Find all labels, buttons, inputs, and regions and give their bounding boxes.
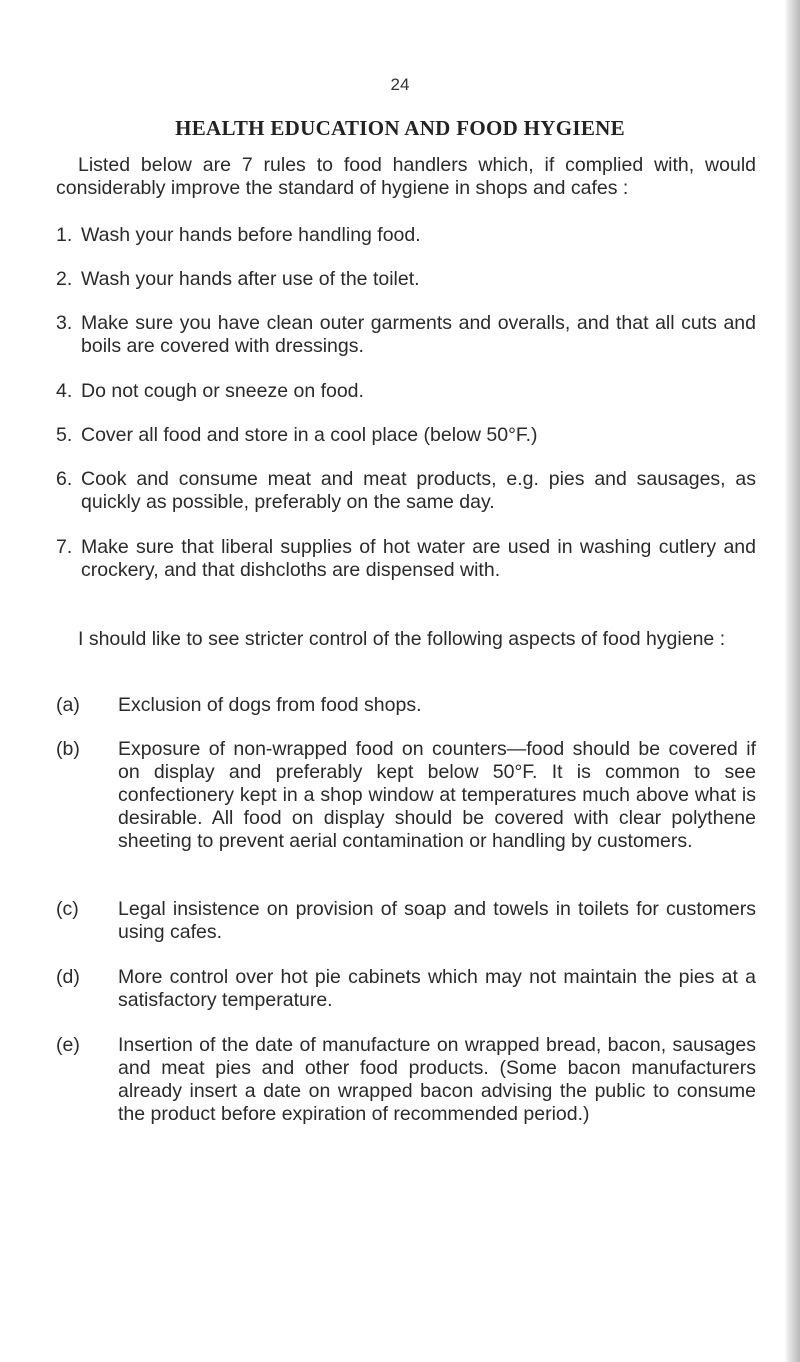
rule-text: Wash your hands before handling food. [81,224,421,246]
aspect-text: Insertion of the date of manufacture on wrapped bread, bacon, sausages and meat pies and other food products. (Some bacon manufacturers already insert a date on wrapped bacon advising the public to consume the product before expiration of recommended period.) [118,1034,756,1125]
rule-text: Cover all food and store in a cool place (below 50°F.) [81,424,538,446]
aspect-letter: (b) [56,738,80,760]
rule-text: Make sure that liberal supplies of hot water are used in washing cutlery and crockery, and that dishcloths are dispensed with. [81,536,756,581]
rule-number: 2. [56,268,73,290]
aspect-letter: (e) [56,1034,80,1056]
rule-number: 5. [56,424,73,446]
intro-paragraph: Listed below are 7 rules to food handlers which, if complied with, would considerably improve the standard of hygiene in shops and cafes : [56,154,756,199]
rule-number: 7. [56,536,73,558]
aspect-letter: (a) [56,694,80,716]
aspect-letter: (d) [56,966,80,988]
rule-text: Wash your hands after use of the toilet. [81,268,420,290]
aspect-text: Exclusion of dogs from food shops. [118,694,422,716]
aspect-letter: (c) [56,898,79,920]
control-intro-paragraph: I should like to see stricter control of the following aspects of food hygiene : [78,628,726,650]
rule-text: Do not cough or sneeze on food. [81,380,364,402]
rule-number: 6. [56,468,73,490]
page-title: HEALTH EDUCATION AND FOOD HYGIENE [175,116,625,140]
page-number: 24 [390,75,410,94]
rule-text: Make sure you have clean outer garments and overalls, and that all cuts and boils are covered with dressings. [81,312,756,357]
rule-number: 4. [56,380,73,402]
rule-number: 3. [56,312,73,334]
aspect-text: Legal insistence on provision of soap and towels in toilets for customers using cafes. [118,898,756,943]
page-edge-shadow [786,0,800,1362]
rule-text: Cook and consume meat and meat products, e.g. pies and sausages, as quickly as possible, preferably on the same day. [81,468,756,513]
rule-number: 1. [56,224,73,246]
aspect-text: More control over hot pie cabinets which may not maintain the pies at a satisfactory temperature. [118,966,756,1011]
aspect-text: Exposure of non-wrapped food on counters—food should be covered if on display and preferably kept below 50°F. It is common to see confectionery kept in a shop window at temperatures much above what is desirable. All food on display should be covered with clear polythene sheeting to prevent aerial contamination or handling by customers. [118,738,756,852]
